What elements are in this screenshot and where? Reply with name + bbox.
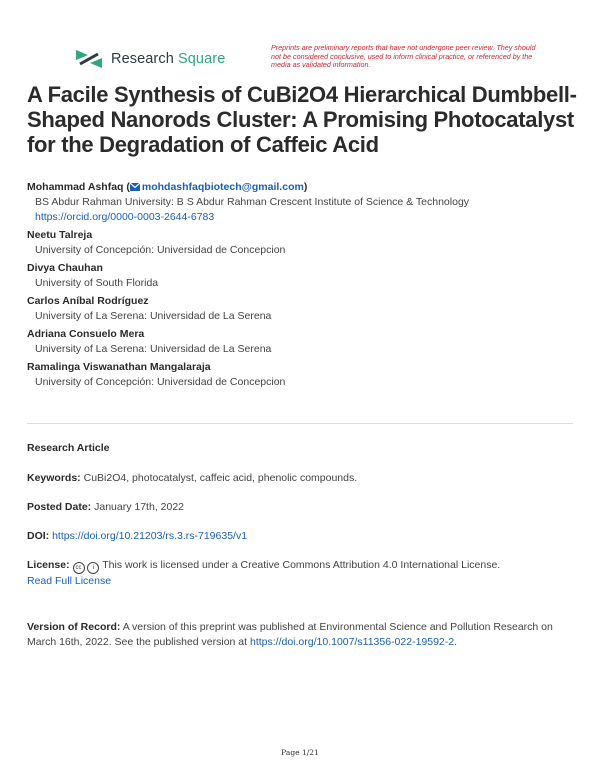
author-affiliation: University of La Serena: Universidad de La Serena <box>35 343 272 355</box>
posted-date: Posted Date: January 17th, 2022 <box>27 501 185 513</box>
license: License: cc i This work is licensed under a Creative Commons Attribution 4.0 International License. Read Full License <box>27 559 501 587</box>
cc-icon: cc <box>73 562 85 574</box>
preprint-disclaimer: Preprints are preliminary reports that have not undergone peer review. They should not be considered conclusive, used to inform clinical practice, or referenced by the media as validated information. <box>271 43 536 70</box>
author-affiliation: University of Concepción: Universidad de Concepcion <box>35 244 286 256</box>
published-version-link[interactable]: https://doi.org/10.1007/s11356-022-19592-2 <box>249 636 455 648</box>
author-name: Adriana Consuelo Mera <box>27 328 145 340</box>
article-type: Research Article <box>27 442 110 454</box>
research-square-logo[interactable] <box>74 46 225 72</box>
by-icon: i <box>87 562 99 574</box>
doi: DOI: https://doi.org/10.21203/rs.3.rs-719635/v1 <box>27 530 248 542</box>
orcid-link[interactable]: https://orcid.org/0000-0003-2644-6783 <box>35 211 215 223</box>
keywords: Keywords: CuBi2O4, photocatalyst, caffeic acid, phenolic compounds. <box>27 472 358 484</box>
author-affiliation: BS Abdur Rahman University: B S Abdur Rahman Crescent Institute of Science & Technology <box>35 196 470 208</box>
research-square-logo-icon <box>74 46 104 72</box>
envelope-icon <box>130 183 140 191</box>
author-affiliation: University of South Florida <box>35 277 159 289</box>
doi-link[interactable]: https://doi.org/10.21203/rs.3.rs-719635/v1 <box>52 530 248 542</box>
read-full-license-link[interactable]: Read Full License <box>27 575 112 587</box>
author-affiliation: University of Concepción: Universidad de Concepcion <box>35 376 286 388</box>
author-list <box>27 180 577 389</box>
author-email-link[interactable]: mohdashfaqbiotech@gmail.com <box>141 181 304 193</box>
paper-title: A Facile Synthesis of CuBi2O4 Hierarchical Dumbbell-Shaped Nanorods Cluster: A Promising Photocatalyst for the Degradation of Caffeic Acid <box>27 82 577 157</box>
author-name: Divya Chauhan <box>27 262 103 274</box>
version-of-record: Version of Record: A version of this preprint was published at Environmental Science and Pollution Research on March 16th, 2022. See the published version at https://doi.org/10.1007/s11356-022-19592-2. <box>27 621 553 648</box>
author-name: Neetu Talreja <box>27 229 93 241</box>
author-affiliation: University of La Serena: Universidad de La Serena <box>35 310 272 322</box>
author-name: Mohammad Ashfaq ( mohdashfaqbiotech@gmail.com) <box>27 181 308 193</box>
page-number: Page 1/21 <box>281 748 319 757</box>
author-name: Ramalinga Viswanathan Mangalaraja <box>27 361 211 373</box>
logo-text: Research Square <box>111 51 226 67</box>
author-name: Carlos Aníbal Rodríguez <box>27 295 149 307</box>
section-divider <box>27 423 573 424</box>
